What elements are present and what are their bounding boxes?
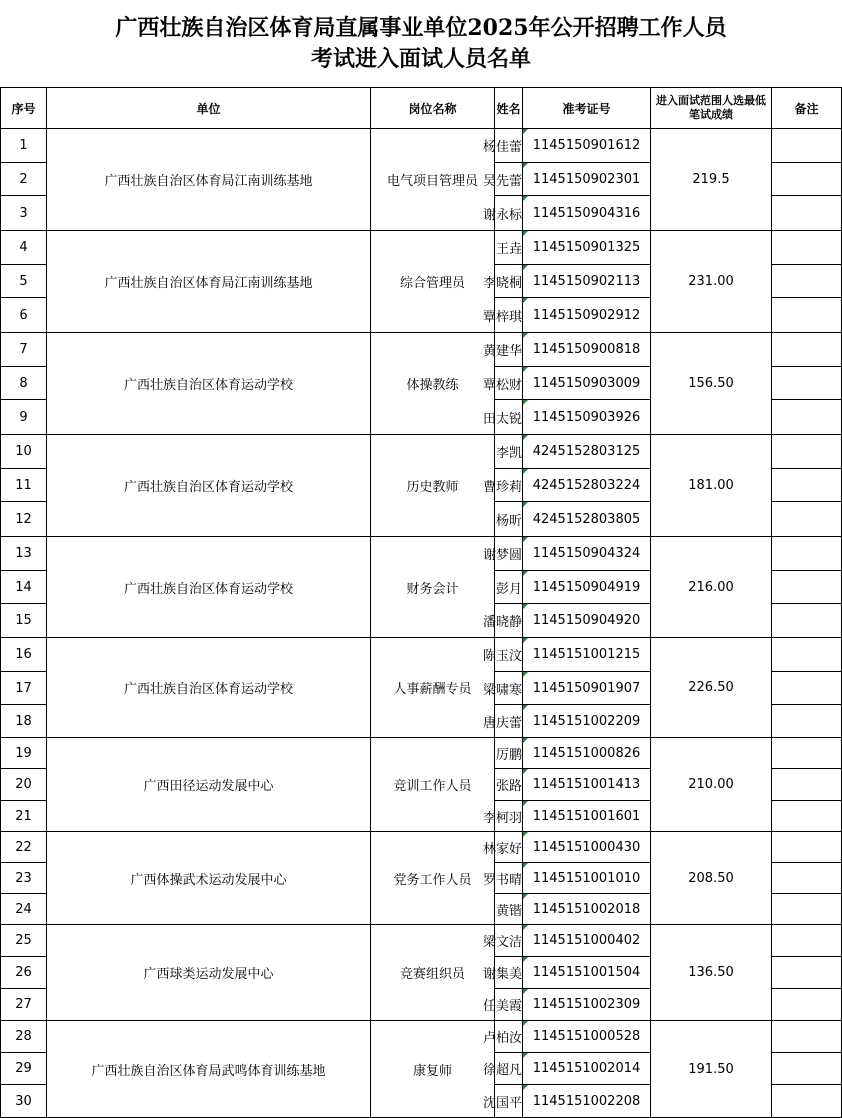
row-name	[482, 801, 523, 832]
row-remark	[772, 705, 842, 738]
row-seq: 6	[0, 298, 47, 333]
row-seq: 28	[0, 1021, 47, 1053]
row-remark	[772, 163, 842, 196]
cell-marker-icon	[523, 638, 528, 643]
cell-marker-icon	[523, 571, 528, 576]
row-seq: 18	[0, 705, 47, 738]
row-name-text: 罗书晴	[482, 872, 522, 888]
cell-marker-icon	[523, 769, 528, 774]
group-min-score: 231.00	[651, 231, 772, 333]
group-unit: 广西壮族自治区体育局武鸣体育训练基地	[47, 1021, 371, 1118]
row-remark	[772, 537, 842, 571]
document-title-box	[0, 0, 842, 88]
row-name	[482, 925, 523, 957]
group-post: 财务会计	[371, 537, 495, 638]
row-exam-number: 1145150901907	[523, 672, 651, 705]
group-post: 体操教练	[371, 333, 495, 435]
row-name	[482, 298, 523, 333]
row-name	[482, 832, 523, 863]
row-name	[482, 367, 523, 400]
document-title-line-1: 广西壮族自治区体育局直属事业单位2025年公开招聘工作人员	[115, 15, 727, 41]
row-name-text: 唐庆蕾	[482, 715, 522, 731]
group-min-score: 191.50	[651, 1021, 772, 1118]
row-name	[495, 738, 523, 769]
cell-marker-icon	[523, 333, 528, 338]
row-name-text: 杨佳蕾	[482, 140, 522, 155]
document-title-line-2: 考试进入面试人员名单	[310, 46, 531, 72]
row-exam-number: 4245152803805	[523, 502, 651, 537]
cell-marker-icon	[523, 989, 528, 994]
row-name	[482, 705, 523, 738]
cell-marker-icon	[523, 1053, 528, 1058]
row-name	[495, 231, 523, 265]
row-remark	[772, 989, 842, 1021]
row-seq: 16	[0, 638, 47, 672]
row-exam-number: 4245152803125	[523, 435, 651, 469]
header-unit: 单位	[47, 88, 371, 129]
row-seq: 8	[0, 367, 47, 400]
group-post: 康复师	[371, 1021, 495, 1118]
row-exam-number: 1145150902912	[523, 298, 651, 333]
row-name-text: 卢柏汝	[482, 1031, 522, 1046]
row-remark	[772, 925, 842, 957]
row-exam-number: 1145150904324	[523, 537, 651, 571]
row-name	[482, 1021, 523, 1053]
row-name-text: 杨昕	[495, 513, 522, 529]
cell-marker-icon	[523, 672, 528, 677]
header-name: 姓名	[495, 88, 523, 129]
cell-marker-icon	[523, 231, 528, 236]
row-remark	[772, 604, 842, 638]
row-exam-number: 1145151000528	[523, 1021, 651, 1053]
row-exam-number: 1145151002018	[523, 894, 651, 925]
row-exam-number: 1145151002208	[523, 1085, 651, 1118]
group-post: 竞训工作人员	[371, 738, 495, 832]
row-name	[495, 894, 523, 925]
row-name-text: 谢永标	[482, 207, 522, 223]
row-name-text: 任美霞	[482, 999, 522, 1014]
group-unit: 广西壮族自治区体育局江南训练基地	[47, 231, 371, 333]
row-seq: 11	[0, 469, 47, 502]
row-name	[482, 163, 523, 196]
row-name-text: 梁文洁	[482, 935, 522, 950]
row-exam-number: 1145150900818	[523, 333, 651, 367]
cell-marker-icon	[523, 400, 528, 405]
cell-marker-icon	[523, 925, 528, 930]
row-seq: 9	[0, 400, 47, 435]
row-name-text: 梁啸寒	[482, 682, 522, 698]
group-min-score: 136.50	[651, 925, 772, 1021]
row-seq: 19	[0, 738, 47, 769]
row-name-text: 黄锴	[495, 903, 522, 919]
row-remark	[772, 231, 842, 265]
row-remark	[772, 894, 842, 925]
row-name	[482, 129, 523, 163]
row-seq: 14	[0, 571, 47, 604]
row-exam-number: 1145151001413	[523, 769, 651, 801]
row-name	[482, 989, 523, 1021]
header-seq: 序号	[0, 88, 47, 129]
row-seq: 20	[0, 769, 47, 801]
row-name	[482, 1053, 523, 1085]
row-remark	[772, 672, 842, 705]
row-seq: 27	[0, 989, 47, 1021]
cell-marker-icon	[523, 801, 528, 806]
row-seq: 22	[0, 832, 47, 863]
row-name	[482, 957, 523, 989]
row-name-text: 田太锐	[482, 411, 522, 427]
row-remark	[772, 801, 842, 832]
row-name	[482, 265, 523, 298]
group-min-score: 156.50	[651, 333, 772, 435]
row-remark	[772, 265, 842, 298]
row-name-text: 陈玉汶	[482, 649, 522, 664]
group-min-score: 208.50	[651, 832, 772, 925]
group-unit: 广西田径运动发展中心	[47, 738, 371, 832]
group-unit: 广西壮族自治区体育运动学校	[47, 537, 371, 638]
group-min-score: 216.00	[651, 537, 772, 638]
row-exam-number: 1145151000826	[523, 738, 651, 769]
row-remark	[772, 400, 842, 435]
group-post: 党务工作人员	[371, 832, 495, 925]
group-min-score: 226.50	[651, 638, 772, 738]
group-min-score: 219.5	[651, 129, 772, 231]
row-remark	[772, 298, 842, 333]
header-exam: 准考证号	[523, 88, 651, 129]
row-name-text: 潘晓静	[482, 615, 522, 630]
row-seq: 13	[0, 537, 47, 571]
row-exam-number: 1145151001010	[523, 863, 651, 894]
row-seq: 10	[0, 435, 47, 469]
row-name	[482, 537, 523, 571]
row-seq: 23	[0, 863, 47, 894]
header-score: 进入面试范围人选最低笔试成绩	[651, 88, 772, 129]
group-min-score: 210.00	[651, 738, 772, 832]
row-seq: 30	[0, 1085, 47, 1118]
row-remark	[772, 769, 842, 801]
row-remark	[772, 367, 842, 400]
row-name	[495, 769, 523, 801]
row-name	[482, 672, 523, 705]
row-exam-number: 1145150904316	[523, 196, 651, 231]
cell-marker-icon	[523, 129, 528, 134]
row-seq: 15	[0, 604, 47, 638]
cell-marker-icon	[523, 196, 528, 201]
row-name	[482, 638, 523, 672]
row-name-text: 徐超凡	[482, 1063, 522, 1078]
row-exam-number: 1145151001215	[523, 638, 651, 672]
row-name-text: 覃松财	[482, 377, 522, 393]
row-exam-number: 1145151002309	[523, 989, 651, 1021]
row-remark	[772, 502, 842, 537]
row-exam-number: 1145150902301	[523, 163, 651, 196]
row-seq: 3	[0, 196, 47, 231]
header-remark: 备注	[772, 88, 842, 129]
row-exam-number: 1145151001601	[523, 801, 651, 832]
row-exam-number: 1145151002209	[523, 705, 651, 738]
group-post: 人事薪酬专员	[371, 638, 495, 738]
row-name-text: 厉鹏	[495, 747, 522, 763]
cell-marker-icon	[523, 537, 528, 542]
group-unit: 广西体操武术运动发展中心	[47, 832, 371, 925]
cell-marker-icon	[523, 298, 528, 303]
row-name	[482, 196, 523, 231]
row-remark	[772, 957, 842, 989]
row-seq: 4	[0, 231, 47, 265]
row-exam-number: 1145151001504	[523, 957, 651, 989]
cell-marker-icon	[523, 705, 528, 710]
candidate-table	[0, 88, 842, 1118]
row-name	[482, 1085, 523, 1118]
cell-marker-icon	[523, 604, 528, 609]
row-exam-number: 1145150903926	[523, 400, 651, 435]
cell-marker-icon	[523, 1021, 528, 1026]
row-seq: 25	[0, 925, 47, 957]
row-remark	[772, 333, 842, 367]
row-name-text: 林家好	[482, 841, 522, 857]
row-name-text: 谢梦圆	[482, 548, 522, 563]
row-exam-number: 1145150902113	[523, 265, 651, 298]
cell-marker-icon	[523, 367, 528, 372]
cell-marker-icon	[523, 502, 528, 507]
row-name-text: 覃梓琪	[482, 309, 522, 325]
row-name-text: 王垚	[495, 242, 522, 257]
row-remark	[772, 638, 842, 672]
row-name-text: 李柯羽	[482, 810, 522, 826]
row-exam-number: 1145151000402	[523, 925, 651, 957]
row-name	[482, 400, 523, 435]
group-unit: 广西壮族自治区体育运动学校	[47, 435, 371, 537]
row-seq: 26	[0, 957, 47, 989]
row-exam-number: 1145150904919	[523, 571, 651, 604]
group-post: 电气项目管理员	[371, 129, 495, 231]
row-exam-number: 1145150901612	[523, 129, 651, 163]
row-seq: 5	[0, 265, 47, 298]
row-name-text: 李晓桐	[482, 275, 522, 291]
cell-marker-icon	[523, 1085, 528, 1090]
row-seq: 2	[0, 163, 47, 196]
cell-marker-icon	[523, 435, 528, 440]
row-name	[482, 333, 523, 367]
cell-marker-icon	[523, 265, 528, 270]
group-unit: 广西壮族自治区体育运动学校	[47, 333, 371, 435]
group-post: 综合管理员	[371, 231, 495, 333]
group-post: 竞赛组织员	[371, 925, 495, 1021]
cell-marker-icon	[523, 163, 528, 168]
row-name	[482, 863, 523, 894]
row-seq: 1	[0, 129, 47, 163]
group-unit: 广西球类运动发展中心	[47, 925, 371, 1021]
group-post: 历史教师	[371, 435, 495, 537]
cell-marker-icon	[523, 894, 528, 899]
row-name-text: 张路	[495, 779, 522, 794]
row-name-text: 彭月	[495, 581, 522, 597]
row-remark	[772, 469, 842, 502]
row-remark	[772, 1021, 842, 1053]
row-seq: 12	[0, 502, 47, 537]
row-name	[495, 571, 523, 604]
row-exam-number: 1145150903009	[523, 367, 651, 400]
row-remark	[772, 738, 842, 769]
row-name	[482, 469, 523, 502]
row-name-text: 吴先蕾	[482, 173, 522, 189]
row-exam-number: 4245152803224	[523, 469, 651, 502]
row-remark	[772, 1085, 842, 1118]
row-name-text: 李凯	[495, 446, 522, 461]
row-remark	[772, 832, 842, 863]
cell-marker-icon	[523, 957, 528, 962]
row-seq: 17	[0, 672, 47, 705]
row-name	[482, 604, 523, 638]
row-seq: 7	[0, 333, 47, 367]
row-exam-number: 1145150901325	[523, 231, 651, 265]
row-exam-number: 1145151000430	[523, 832, 651, 863]
cell-marker-icon	[523, 469, 528, 474]
cell-marker-icon	[523, 832, 528, 837]
row-remark	[772, 1053, 842, 1085]
row-remark	[772, 435, 842, 469]
row-name	[495, 502, 523, 537]
row-remark	[772, 129, 842, 163]
row-seq: 24	[0, 894, 47, 925]
row-name-text: 曹珍莉	[482, 479, 522, 495]
header-post: 岗位名称	[371, 88, 495, 129]
row-remark	[772, 571, 842, 604]
row-exam-number: 1145151002014	[523, 1053, 651, 1085]
row-seq: 21	[0, 801, 47, 832]
cell-marker-icon	[523, 863, 528, 868]
row-name-text: 谢集美	[482, 967, 522, 982]
row-exam-number: 1145150904920	[523, 604, 651, 638]
row-remark	[772, 196, 842, 231]
row-remark	[772, 863, 842, 894]
row-name-text: 黄建华	[482, 344, 522, 359]
group-min-score: 181.00	[651, 435, 772, 537]
cell-marker-icon	[523, 738, 528, 743]
group-unit: 广西壮族自治区体育运动学校	[47, 638, 371, 738]
row-name-text: 沈国平	[482, 1095, 522, 1111]
row-seq: 29	[0, 1053, 47, 1085]
row-name	[495, 435, 523, 469]
group-unit: 广西壮族自治区体育局江南训练基地	[47, 129, 371, 231]
